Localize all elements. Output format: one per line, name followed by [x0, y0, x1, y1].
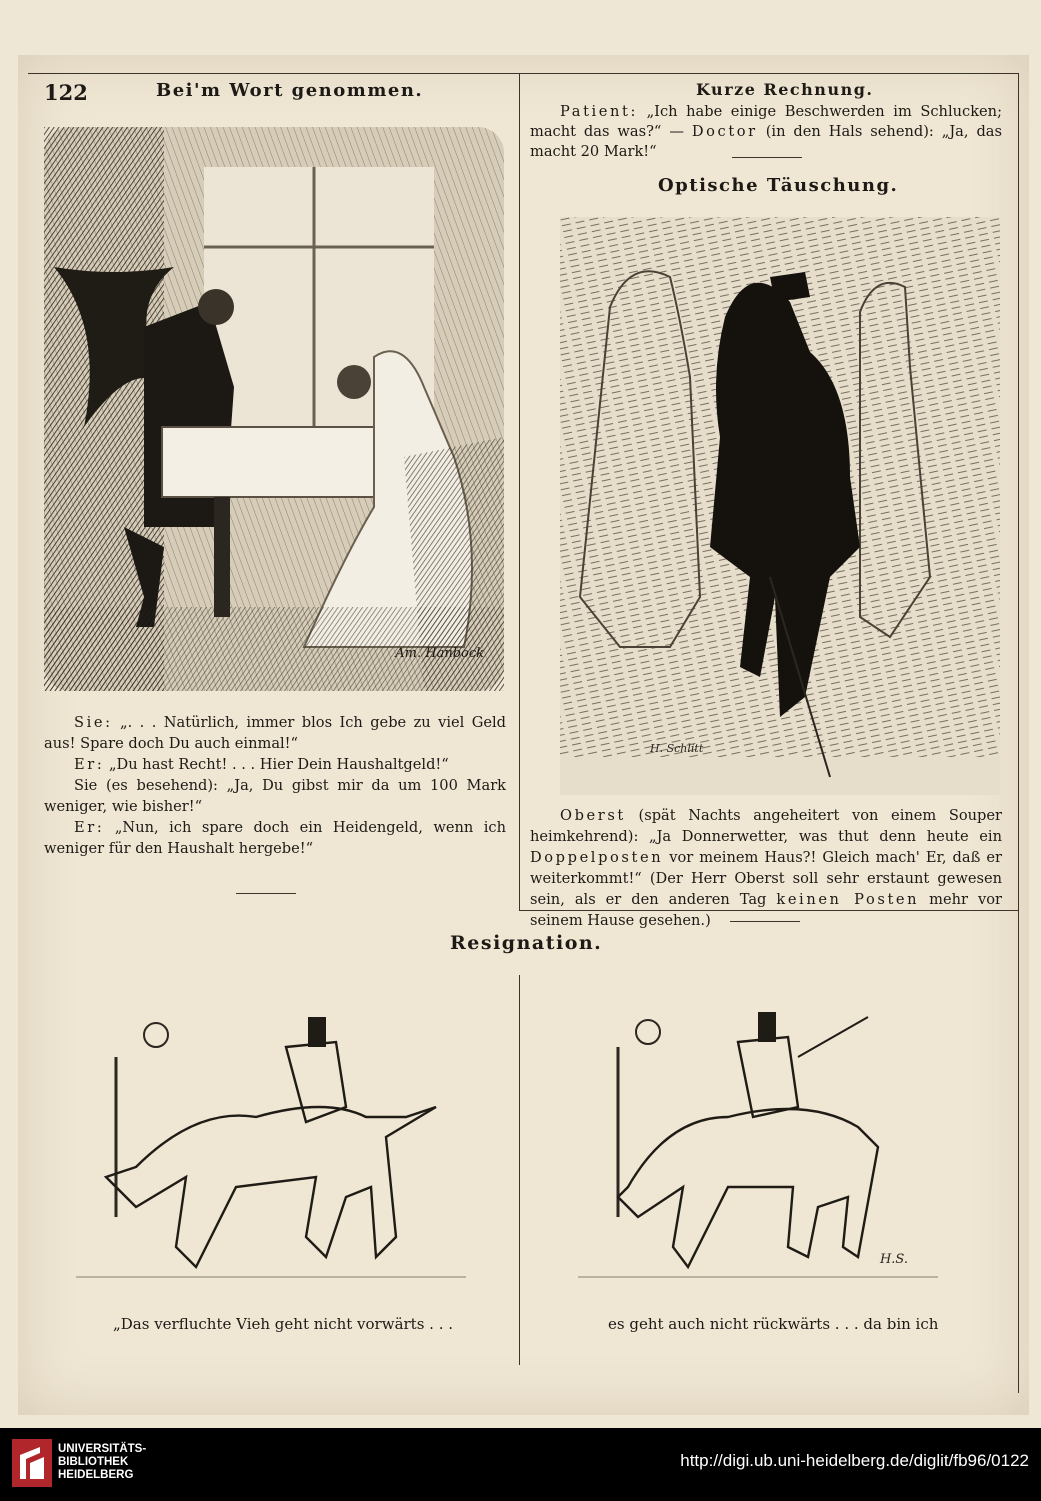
library-name [58, 1443, 146, 1482]
resignation-left-caption: „Das verfluchte Vieh geht nicht vorwärts . . . [113, 1315, 454, 1333]
speaker-sie-besehend: Sie (es besehend): [74, 777, 218, 794]
emphasis-doppelposten: Doppelposten [530, 849, 664, 866]
library-name-line2: BIBLIOTHEK [58, 1456, 129, 1468]
right-rule [1018, 73, 1019, 1393]
speaker-oberst: Oberst [560, 807, 626, 824]
resignation-signature: H.S. [879, 1252, 908, 1267]
library-logo-icon [12, 1439, 52, 1487]
resignation-right-caption: es geht auch nicht rückwärts . . . da bin ich [608, 1315, 939, 1333]
right-caption-text-4: mehr vor seinem Hause gesehen.) [530, 891, 1003, 929]
resignation-title: Resignation. [450, 932, 603, 954]
right-caption-text-1: (spät Nachts angeheitert von einem Souper heimkehrend): „Ja Donnerwetter, was thut denn heute ein [530, 807, 1002, 845]
officer-illustration [560, 217, 1000, 795]
right-caption [530, 805, 1002, 931]
caption-text-3: „Ja, Du gibst mir da um 100 Mark weniger, wie bisher!“ [44, 777, 507, 815]
caption-line-3 [44, 775, 506, 817]
left-title: Bei'm Wort genommen. [156, 80, 424, 101]
right-divider [730, 921, 800, 922]
caption-text-1: „. . . Natürlich, immer blos Ich gebe zu viel Geld aus! Spare doch Du auch einmal!“ [44, 714, 506, 752]
joke-title: Kurze Rechnung. [696, 80, 874, 99]
library-name-line3: HEIDELBERG [58, 1469, 134, 1481]
emphasis-keinen-posten: keinen Posten [776, 891, 920, 908]
right-caption-text-2: vor meinem Haus?! Gleich mach' Er, daß er weiterkommt!“ [530, 849, 1002, 887]
source-url-link[interactable]: http://digi.ub.uni-heidelberg.de/diglit/fb96/0122 [680, 1451, 1029, 1470]
speaker-sie: Sie: [74, 714, 113, 731]
joke-divider [732, 157, 802, 158]
left-illustration-signature: Am. Hanbock [395, 646, 484, 661]
top-rule [28, 73, 1018, 74]
speaker-er: Er: [74, 756, 105, 773]
joke-line-1: „Ich habe einige Beschwerden im Schlucken; macht das was?“ — [530, 103, 1002, 140]
couple-at-table-illustration [44, 127, 504, 691]
rider-horse-left-illustration [76, 977, 466, 1307]
column-rule [519, 73, 520, 910]
library-name-line1: UNIVERSITÄTS- [58, 1443, 147, 1455]
speaker-doctor: Doctor [691, 123, 758, 140]
caption-line-1 [44, 712, 506, 754]
magazine-page [18, 55, 1029, 1415]
optical-illusion-title: Optische Täuschung. [658, 175, 899, 196]
joke-line-2: (in den Hals sehend): „Ja, das macht 20 Mark!“ [530, 123, 1002, 160]
right-caption-paragraph [530, 805, 1002, 931]
joke-paragraph [530, 102, 1002, 162]
speaker-patient: Patient: [560, 103, 639, 120]
caption-text-4: „Nun, ich spare doch ein Heidengeld, wenn ich weniger für den Haushalt hergebe!“ [44, 819, 507, 857]
rider-horse-right-illustration [578, 977, 938, 1307]
right-illustration-signature: H. Schlitt [650, 742, 704, 755]
joke-text [530, 102, 1002, 162]
library-footer [0, 1428, 1041, 1501]
right-caption-text-3: (Der Herr Oberst soll sehr erstaunt gewesen sein, als er den anderen Tag [530, 870, 1002, 908]
caption-text-2: „Du hast Recht! . . . Hier Dein Haushaltgeld!“ [109, 756, 449, 773]
caption-line-2 [44, 754, 506, 775]
left-divider [236, 893, 296, 894]
caption-line-4 [44, 817, 506, 859]
page-number: 122 [44, 80, 88, 105]
left-caption [44, 712, 506, 859]
speaker-er-2: Er: [74, 819, 105, 836]
mid-rule [519, 910, 1018, 911]
bottom-column-rule [519, 975, 520, 1365]
